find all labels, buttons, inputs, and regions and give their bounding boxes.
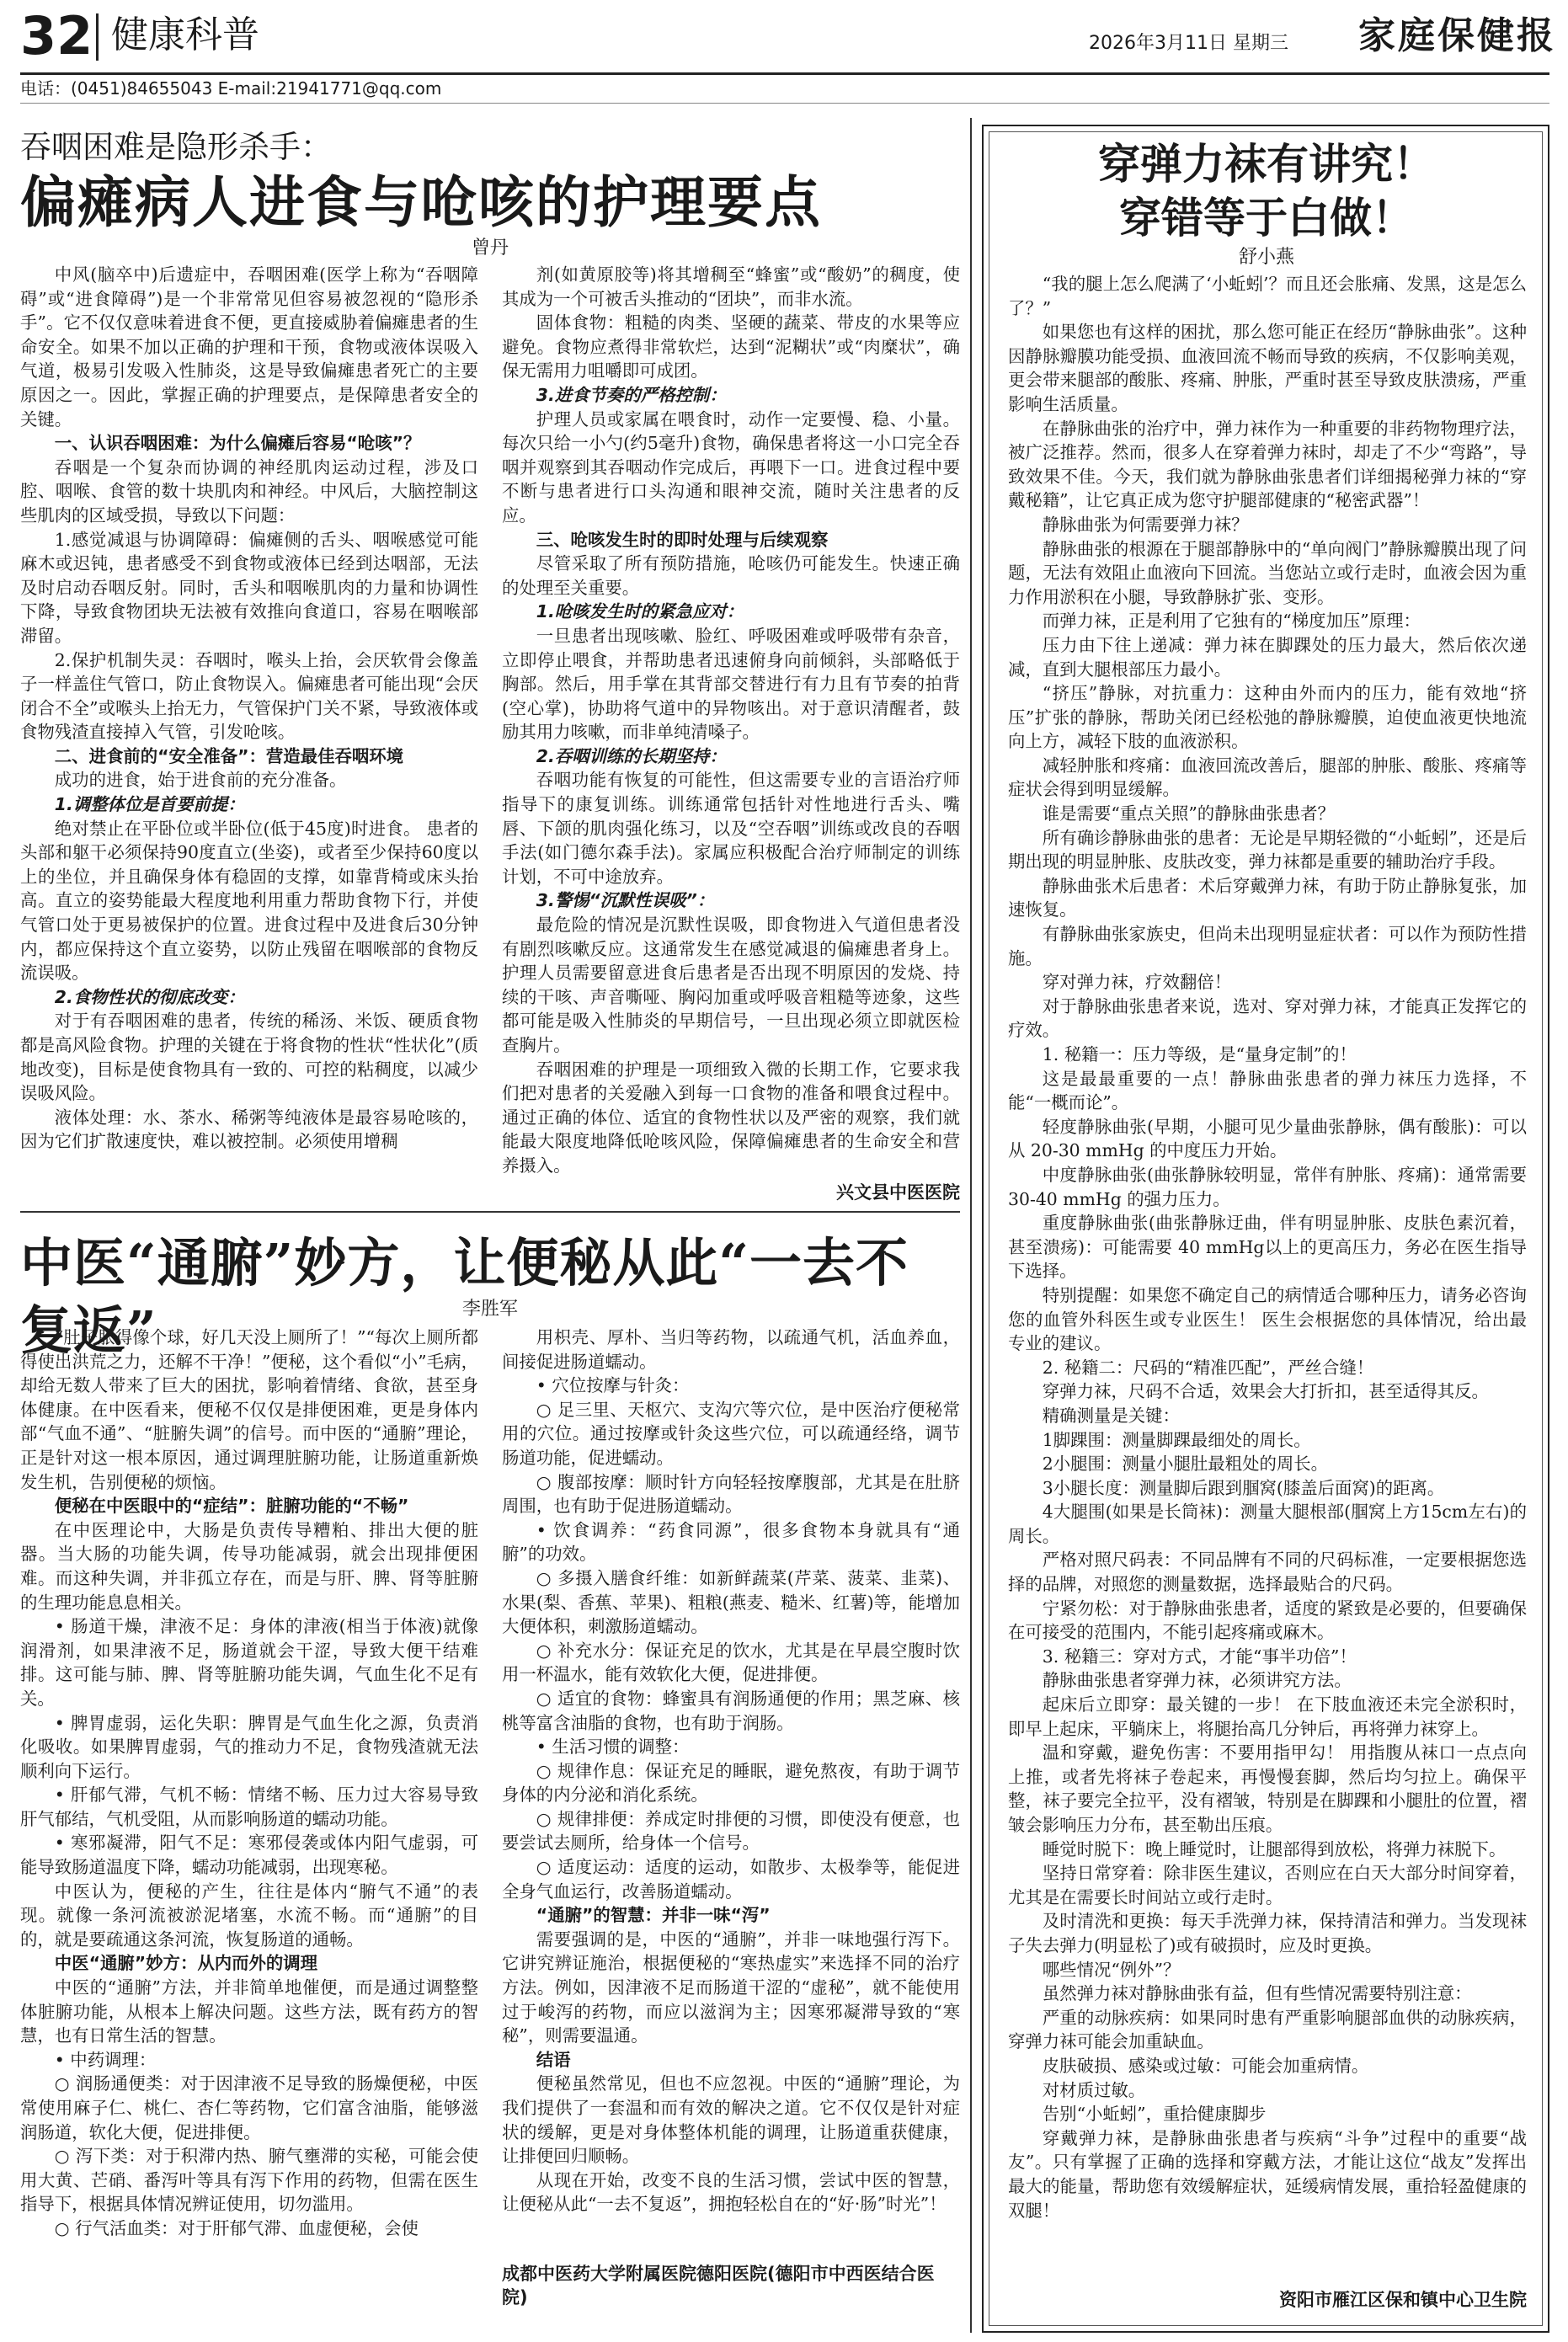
paragraph: ○ 规律排便：养成定时排便的习惯，即使没有便意，也要尝试去厕所，给身体一个信号。 <box>502 1808 960 1854</box>
paragraph: 起床后立即穿：最关键的一步！ 在下肢血液还未完全淤积时，即早上起床，平躺床上，将腿抬高几分钟后，再将弹力袜穿上。 <box>1008 1694 1527 1739</box>
paragraph: 2. 秘籍二：尺码的“精准匹配”，严丝合缝！ <box>1042 1357 1374 1378</box>
paragraph: “挤压”静脉，对抗重力：这种由外而内的压力，能有效地“挤压”扩张的静脉，帮助关闭已经松弛的静脉瓣膜，迫使血液更快地流向上方，减轻下肢的血液淤积。 <box>1008 683 1527 752</box>
paragraph: • 肠道干燥，津液不足：身体的津液(相当于体液)就像润滑剂，如果津液不足，肠道就会干涩，导致大便干结难排。这可能与肺、脾、肾等脏腑功能失调，气血生化不足有关。 <box>20 1616 478 1709</box>
article-separator <box>20 1211 960 1213</box>
paragraph: • 中药调理： <box>54 2049 157 2070</box>
section-heading: 结语 <box>536 2049 571 2070</box>
paragraph: 而弹力袜，正是利用了它独有的“梯度加压”原理： <box>1042 611 1421 632</box>
header-divider <box>96 13 99 61</box>
paragraph: 中医的“通腑”方法，并非简单地催便，而是通过调整整体脏腑功能，从根本上解决问题。这些方法，既有药方的智慧，也有日常生活的智慧。 <box>20 1977 478 2046</box>
paragraph: 成功的进食，始于进食前的充分准备。 <box>54 770 347 791</box>
paragraph: 液体处理：水、茶水、稀粥等纯液体是最容易呛咳的，因为它们扩散速度快，难以被控制。必须使用增稠 <box>20 1107 478 1152</box>
paragraph: 告别“小蚯蚓”，重拾健康脚步 <box>1042 2104 1267 2125</box>
article-author: 李胜军 <box>461 1299 518 1320</box>
article-column <box>20 1326 478 2328</box>
paragraph: “肚子胀得像个球，好几天没上厕所了！”“每次上厕所都得使出洪荒之力，还解不干净！”便秘，这个看似“小”毛病，却给无数人带来了巨大的困扰，影响着情绪、食欲，甚至身体健康。在中医看来，便秘不仅仅是排便困难，更是身体内部“气血不通”、“脏腑失调”的信号。而中医的“通腑”理论，正是针对这一根本原因，通过调理脏腑功能，让肠道重新焕发生机，告别便秘的烦恼。 <box>20 1327 478 1492</box>
paragraph: 中风(脑卒中)后遗症中，吞咽困难(医学上称为“吞咽障碍”或“进食障碍”)是一个非常常见但容易被忽视的“隐形杀手”。它不仅仅意味着进食不便，更直接威胁着偏瘫患者的生命安全。如果不加以正确的护理和干预，食物或液体误吸入气道，极易引发吸入性肺炎，这是导致偏瘫患者死亡的主要原因之一。因此，掌握正确的护理要点，是保障患者安全的关键。 <box>20 264 478 429</box>
paragraph: 精确测量是关键： <box>1042 1405 1180 1426</box>
paragraph: 特别提醒：如果您不确定自己的病情适合哪种压力，请务必咨询您的血管外科医生或专业医生！ 医生会根据您的具体情况，给出最专业的建议。 <box>1008 1284 1527 1354</box>
paragraph: 虽然弹力袜对静脉曲张有益，但有些情况需要特别注意： <box>1042 1983 1472 2004</box>
section-heading: 一、认识吞咽困难：为什么偏瘫后容易“呛咳”？ <box>54 433 421 454</box>
paragraph: 严格对照尺码表：不同品牌有不同的尺码标准，一定要根据您选择的品牌，对照您的测量数据，选择最贴合的尺码。 <box>1008 1550 1527 1595</box>
paragraph: 吞咽困难的护理是一项细致入微的长期工作，它要求我们把对患者的关爱融入到每一口食物的准备和喂食过程中。通过正确的体位、适宜的食物性状以及严密的观察，我们就能最大限度地降低呛咳风险，保障偏瘫患者的生命安全和营养摄入。 <box>502 1059 960 1176</box>
article-title: 中医“通腑”妙方，让便秘从此“一去不复返” <box>20 1232 909 1361</box>
article-credit: 兴文县中医医院 <box>836 1182 960 1203</box>
sub-heading: 1.呛咳发生时的紧急应对： <box>536 601 744 622</box>
article-column <box>1008 272 1527 2280</box>
paragraph: 皮肤破损、感染或过敏：可能会加重病情。 <box>1042 2055 1369 2076</box>
contact-line: 电话：(0451)84655043 E-mail:21941771@qq.com <box>20 78 442 99</box>
paragraph: ○ 适宜的食物：蜂蜜具有润肠通便的作用；黑芝麻、核桃等富含油脂的食物，也有助于润肠。 <box>502 1688 960 1733</box>
paragraph: 坚持日常穿着：除非医生建议，否则应在白天大部分时间穿着，尤其是在需要长时间站立或行走时。 <box>1008 1863 1527 1907</box>
paragraph: 从现在开始，改变不良的生活习惯，尝试中医的智慧，让便秘从此“一去不复返”，拥抱轻松自在的“好·肠”时光”！ <box>502 2169 960 2215</box>
title-line: 穿弹力袜有讲究！ <box>1098 139 1435 189</box>
paragraph: 宁紧勿松：对于静脉曲张患者，适度的紧致是必要的，但要确保在可接受的范围内，不能引起疼痛或麻木。 <box>1008 1598 1527 1643</box>
section-name: 健康科普 <box>111 13 259 56</box>
column-separator <box>970 118 972 2333</box>
article-constipation <box>20 1218 960 2329</box>
section-heading: 便秘在中医眼中的“症结”：脏腑功能的“不畅” <box>54 1496 409 1517</box>
section-heading: 三、呛咳发生时的即时处理与后续观察 <box>536 529 829 550</box>
section-heading: 二、进食前的“安全准备”：营造最佳吞咽环境 <box>54 745 404 766</box>
paragraph: 吞咽功能有恢复的可能性，但这需要专业的言语治疗师指导下的康复训练。训练通常包括针对性地进行舌头、嘴唇、下颌的肌肉强化练习，以及“空吞咽”训练或改良的吞咽手法(如门德尔森手法)。家属应积极配合治疗师制定的训练计划，不可中途放弃。 <box>502 770 960 887</box>
paragraph: 静脉曲张术后患者：术后穿戴弹力袜，有助于防止静脉复张，加速恢复。 <box>1008 875 1527 920</box>
paragraph: • 生活习惯的调整： <box>536 1736 690 1758</box>
paragraph: ○ 泻下类：对于积滞内热、腑气壅滞的实秘，可能会使用大黄、芒硝、番泻叶等具有泻下作用的药物，但需在医生指导下，根据具体情况辨证使用，切勿滥用。 <box>20 2146 478 2215</box>
paragraph: 3. 秘籍三：穿对方式，才能“事半功倍”！ <box>1042 1646 1357 1667</box>
paragraph: 中度静脉曲张(曲张静脉较明显，常伴有肿胀、疼痛)：通常需要 30-40 mmHg 的强力压力。 <box>1008 1164 1527 1209</box>
paragraph: 所有确诊静脉曲张的患者：无论是早期轻微的“小蚯蚓”，还是后期出现的明显肿胀、皮肤改变，弹力袜都是重要的辅助治疗手段。 <box>1008 827 1527 872</box>
article-author: 曾丹 <box>471 237 509 259</box>
paragraph: 2.保护机制失灵：吞咽时，喉头上抬，会厌软骨会像盖子一样盖住气管口，防止食物误入。偏瘫患者可能出现“会厌闭合不全”或喉头上抬无力，气管保护门关不紧，导致液体或食物残渣直接掉入气管，引发呛咳。 <box>20 649 478 743</box>
paragraph: • 寒邪凝滞，阳气不足：寒邪侵袭或体内阳气虚弱，可能导致肠道温度下降，蠕动功能减弱，出现寒秘。 <box>20 1833 478 1878</box>
section-heading: 中医“通腑”妙方：从内而外的调理 <box>54 1953 318 1974</box>
header-rule-thin <box>20 103 1549 104</box>
paragraph: 压力由下往上递减：弹力袜在脚踝处的压力最大，然后依次递减，直到大腿根部压力最小。 <box>1008 634 1527 680</box>
article-column <box>20 263 478 1204</box>
paragraph: ○ 行气活血类：对于肝郁气滞、血虚便秘，会使 <box>54 2217 419 2238</box>
article-author: 舒小燕 <box>1238 247 1294 268</box>
title-line: 穿错等于白做！ <box>1119 193 1414 243</box>
paragraph: ○ 足三里、天枢穴、支沟穴等穴位，是中医治疗便秘常用的穴位。通过按摩或针灸这些穴位，可以疏通经络，调节肠道功能，促进蠕动。 <box>502 1399 960 1468</box>
paragraph: 静脉曲张的根源在于腿部静脉中的“单向阀门”静脉瓣膜出现了问题，无法有效阻止血液向下回流。当您站立或行走时，血液会因为重力作用淤积在小腿，导致静脉扩张、变形。 <box>1008 538 1527 607</box>
paragraph: 如果您也有这样的困扰，那么您可能正在经历“静脉曲张”。这种因静脉瓣膜功能受损、血液回流不畅而导致的疾病，不仅影响美观，更会带来腿部的酸胀、疼痛、肿胀，严重时甚至导致皮肤溃疡，严重影响生活质量。 <box>1008 322 1527 414</box>
sub-heading: 2.食物性状的彻底改变： <box>54 986 245 1007</box>
paragraph: 对材质过敏。 <box>1042 2079 1146 2100</box>
paragraph: 便秘虽然常见，但也不应忽视。中医的“通腑”理论，为我们提供了一套温和而有效的解决之道。它不仅仅是针对症状的缓解，更是对身体整体机能的调理，让肠道重获健康，让排便回归顺畅。 <box>502 2073 960 2167</box>
article-column <box>502 263 960 1181</box>
paragraph: 静脉曲张为何需要弹力袜？ <box>1042 514 1249 535</box>
article-column <box>502 1326 960 2252</box>
page-header <box>0 0 1568 99</box>
paragraph: 穿对弹力袜，疗效翻倍！ <box>1042 972 1232 993</box>
paragraph: 护理人员或家属在喂食时，动作一定要慢、稳、小量。每次只给一小勺(约5毫升)食物，确保患者将这一小口完全吞咽并观察到其吞咽动作完成后，再喂下一口。进食过程中要不断与患者进行口头沟通和眼神交流，随时关注患者的反应。 <box>502 408 960 525</box>
paragraph: 哪些情况“例外”？ <box>1042 1959 1181 1980</box>
sub-heading: 3.警惕“沉默性误吸”： <box>536 890 715 911</box>
paragraph: ○ 补充水分：保证充足的饮水，尤其是在早晨空腹时饮用一杯温水，能有效软化大便，促进排便。 <box>502 1640 960 1685</box>
paragraph: 最危险的情况是沉默性误吸，即食物进入气道但患者没有剧烈咳嗽反应。这通常发生在感觉减退的偏瘫患者身上。护理人员需要留意进食后患者是否出现不明原因的发烧、持续的干咳、声音嘶哑、胸闷加重或呼吸音粗糙等迹象，这些都可能是吸入性肺炎的早期信号，一旦出现必须立即就医检查胸片。 <box>502 915 960 1055</box>
paragraph: 穿弹力袜，尺码不合适，效果会大打折扣，甚至适得其反。 <box>1042 1381 1489 1402</box>
paragraph: • 肝郁气滞，气机不畅：情绪不畅、压力过大容易导致肝气郁结，气机受阻，从而影响肠道的蠕动功能。 <box>20 1785 478 1829</box>
article-box <box>989 131 1543 2326</box>
section-heading: “通腑”的智慧：并非一味“泻” <box>536 1905 771 1926</box>
paragraph: 1.感觉减退与协调障碍：偏瘫侧的舌头、咽喉感觉可能麻木或迟钝，患者感受不到食物或液体已经到达咽部，无法及时启动吞咽反射。同时，舌头和咽喉肌肉的力量和协调性下降，导致食物团块无法被有效推向食道口，容易在咽喉部滞留。 <box>20 529 478 646</box>
paragraph: 1脚踝围：测量脚踝最细处的周长。 <box>1042 1429 1311 1450</box>
paragraph: ○ 润肠通便类：对于因津液不足导致的肠燥便秘，中医常使用麻子仁、桃仁、杏仁等药物，它们富含油脂，能够滋润肠道，软化大便，促进排便。 <box>20 2073 478 2142</box>
paragraph: • 脾胃虚弱，运化失职：脾胃是气血生化之源，负责消化吸收。如果脾胃虚弱，气的推动力不足，食物残渣就无法顺利向下运行。 <box>20 1712 478 1781</box>
paragraph: 轻度静脉曲张(早期，小腿可见少量曲张静脉，偶有酸胀)：可以从 20-30 mmHg 的中度压力开始。 <box>1008 1116 1527 1161</box>
paragraph: • 饮食调养：“药食同源”，很多食物本身就具有“通腑”的功效。 <box>502 1519 960 1565</box>
article-credit: 成都中医药大学附属医院德阳医院(德阳市中西医结合医院) <box>502 2264 935 2307</box>
paragraph: ○ 规律作息：保证充足的睡眠，避免熬夜，有助于调节身体的内分泌和消化系统。 <box>502 1760 960 1806</box>
paragraph: ○ 腹部按摩：顺时针方向轻轻按摩腹部，尤其是在肚脐周围，也有助于促进肠道蠕动。 <box>502 1471 960 1517</box>
paragraph: 减轻肿胀和疼痛：血液回流改善后，腿部的肿胀、酸胀、疼痛等症状会得到明显缓解。 <box>1008 755 1527 800</box>
paragraph: 中医认为，便秘的产生，往往是体内“腑气不通”的表现。就像一条河流被淤泥堵塞，水流不畅。而“通腑”的目的，就是要疏通这条河流，恢复肠道的通畅。 <box>20 1881 478 1950</box>
paragraph: 4大腿围(如果是长筒袜)：测量大腿根部(腘窝上方15cm左右)的周长。 <box>1008 1502 1527 1546</box>
paragraph: 谁是需要“重点关照”的静脉曲张患者？ <box>1042 803 1335 824</box>
paragraph: 2小腿围：测量小腿肚最粗处的周长。 <box>1042 1454 1329 1475</box>
paragraph: 穿戴弹力袜，是静脉曲张患者与疾病“斗争”过程中的重要“战友”。只有掌握了正确的选择和穿戴方法，才能让这位“战友”发挥出最大的能量，帮助您有效缓解症状，延缓病情发展，重拾轻盈健康的双腿！ <box>1008 2127 1527 2221</box>
article-title: 偏瘫病人进食与呛咳的护理要点 <box>20 169 822 235</box>
paragraph: 1. 秘籍一：压力等级，是“量身定制”的！ <box>1042 1044 1357 1064</box>
paragraph: 严重的动脉疾病：如果同时患有严重影响腿部血供的动脉疾病，穿弹力袜可能会加重缺血。 <box>1008 2007 1527 2052</box>
sub-heading: 1.调整体位是首要前提： <box>54 794 245 815</box>
article-compression-stockings <box>982 125 1549 2333</box>
paragraph: 有静脉曲张家族史，但尚未出现明显症状者：可以作为预防性措施。 <box>1008 924 1527 968</box>
paragraph: 用枳壳、厚朴、当归等药物，以疏通气机，活血养血，间接促进肠道蠕动。 <box>502 1327 960 1372</box>
paragraph: 一旦患者出现咳嗽、脸红、呼吸困难或呼吸带有杂音，立即停止喂食，并帮助患者迅速俯身向前倾斜，头部略低于胸部。然后，用手掌在其背部交替进行有力且有节奏的拍背(空心掌)，协助将气道中的异物咳出。对于意识清醒者，鼓励其用力咳嗽，而非单纯清嗓子。 <box>502 625 960 743</box>
paragraph: 吞咽是一个复杂而协调的神经肌肉运动过程，涉及口腔、咽喉、食管的数十块肌肉和神经。中风后，大脑控制这些肌肉的区域受损，导致以下问题： <box>20 456 478 525</box>
paragraph: 对于静脉曲张患者来说，选对、穿对弹力袜，才能真正发挥它的疗效。 <box>1008 995 1527 1041</box>
article-swallowing-care <box>20 126 960 1208</box>
paragraph: 静脉曲张患者穿弹力袜，必须讲究方法。 <box>1042 1670 1352 1691</box>
page-number: 32 <box>20 5 93 67</box>
paragraph: 剂(如黄原胶等)将其增稠至“蜂蜜”或“酸奶”的稠度，使其成为一个可被舌头推动的“团块”，而非水流。 <box>502 264 960 309</box>
paragraph: 这是最最重要的一点！静脉曲张患者的弹力袜压力选择，不能“一概而论”。 <box>1008 1068 1527 1113</box>
paragraph: 绝对禁止在平卧位或半卧位(低于45度)时进食。 患者的头部和躯干必须保持90度直立(坐姿)，或者至少保持60度以上的坐位，并且确保身体有稳固的支撑，如靠背椅或床头抬高。直立的姿势能最大程度地利用重力帮助食物下行，并使气管口处于更易被保护的位置。进食过程中及进食后30分钟内，都应保持这个直立姿势，以防止残留在咽喉部的食物反流误吸。 <box>20 818 478 984</box>
newspaper-name: 家庭保健报 <box>1358 14 1556 57</box>
article-title <box>989 137 1544 245</box>
paragraph: ○ 适度运动：适度的运动，如散步、太极拳等，能促进全身气血运行，改善肠道蠕动。 <box>502 1857 960 1902</box>
paragraph: 需要强调的是，中医的“通腑”，并非一味地强行泻下。它讲究辨证施治，根据便秘的“寒热虚实”来选择不同的治疗方法。例如，因津液不足而肠道干涩的“虚秘”，就不能使用过于峻泻的药物，而应以滋润为主；因寒邪凝滞导致的“寒秘”，则需要温通。 <box>502 1929 960 2046</box>
paragraph: 在中医理论中，大肠是负责传导糟粕、排出大便的脏器。当大肠的功能失调，传导功能减弱，就会出现排便困难。而这种失调，并非孤立存在，而是与肝、脾、肾等脏腑的生理功能息息相关。 <box>20 1519 478 1613</box>
sub-heading: 3.进食节奏的严格控制： <box>536 384 727 405</box>
paragraph: 对于有吞咽困难的患者，传统的稀汤、米饭、硬质食物都是高风险食物。护理的关键在于将食物的性状“性状化”(质地改变)，目标是使食物具有一致的、可控的粘稠度，以减少误吸风险。 <box>20 1011 478 1104</box>
header-rule <box>20 72 1549 75</box>
paragraph: 尽管采取了所有预防措施，呛咳仍可能发生。快速正确的处理至关重要。 <box>502 553 960 598</box>
paragraph: ○ 多摄入膳食纤维：如新鲜蔬菜(芹菜、菠菜、韭菜)、水果(梨、香蕉、苹果)、粗粮(燕麦、糙米、红薯)等，能增加大便体积，刺激肠道蠕动。 <box>502 1567 960 1637</box>
paragraph: 温和穿戴，避免伤害：不要用指甲勾！ 用指腹从袜口一点点向上推，或者先将袜子卷起来，再慢慢套脚，然后均匀拉上。确保平整，袜子要完全拉平，没有褶皱，特别是在脚踝和小腿肚的位置，褶皱会影响压力分布，甚至勒出压痕。 <box>1008 1742 1527 1835</box>
paragraph: 及时清洗和更换：每天手洗弹力袜，保持清洁和弹力。当发现袜子失去弹力(明显松了)或有破损时，应及时更换。 <box>1008 1911 1527 1955</box>
article-credit: 资阳市雁江区保和镇中心卫生院 <box>1279 2290 1527 2310</box>
paragraph: 睡觉时脱下：晚上睡觉时，让腿部得到放松，将弹力袜脱下。 <box>1042 1838 1507 1859</box>
paragraph: • 穴位按摩与针灸： <box>536 1375 690 1396</box>
paragraph: “我的腿上怎么爬满了‘小蚯蚓’？而且还会胀痛、发黑，这是怎么了？” <box>1008 274 1527 318</box>
sub-heading: 2.吞咽训练的长期坚持： <box>536 745 727 766</box>
article-kicker: 吞咽困难是隐形杀手： <box>20 129 332 165</box>
paragraph: 重度静脉曲张(曲张静脉迂曲，伴有明显肿胀、皮肤色素沉着，甚至溃疡)：可能需要 40 mmHg以上的更高压力，务必在医生指导下选择。 <box>1008 1213 1527 1282</box>
issue-date: 2026年3月11日 星期三 <box>1089 33 1288 54</box>
paragraph: 3小腿长度：测量脚后跟到腘窝(膝盖后面窝)的距离。 <box>1042 1477 1445 1498</box>
paragraph: 固体食物：粗糙的肉类、坚硬的蔬菜、带皮的水果等应避免。食物应煮得非常软烂，达到“泥糊状”或“肉糜状”，确保无需用力咀嚼即可成团。 <box>502 312 960 381</box>
paragraph: 在静脉曲张的治疗中，弹力袜作为一种重要的非药物物理疗法，被广泛推荐。然而，很多人在穿着弹力袜时，却走了不少“弯路”，导致效果不佳。今天，我们就为静脉曲张患者们详细揭秘弹力袜的“穿戴秘籍”，让它真正成为您守护腿部健康的“秘密武器”！ <box>1008 418 1527 511</box>
